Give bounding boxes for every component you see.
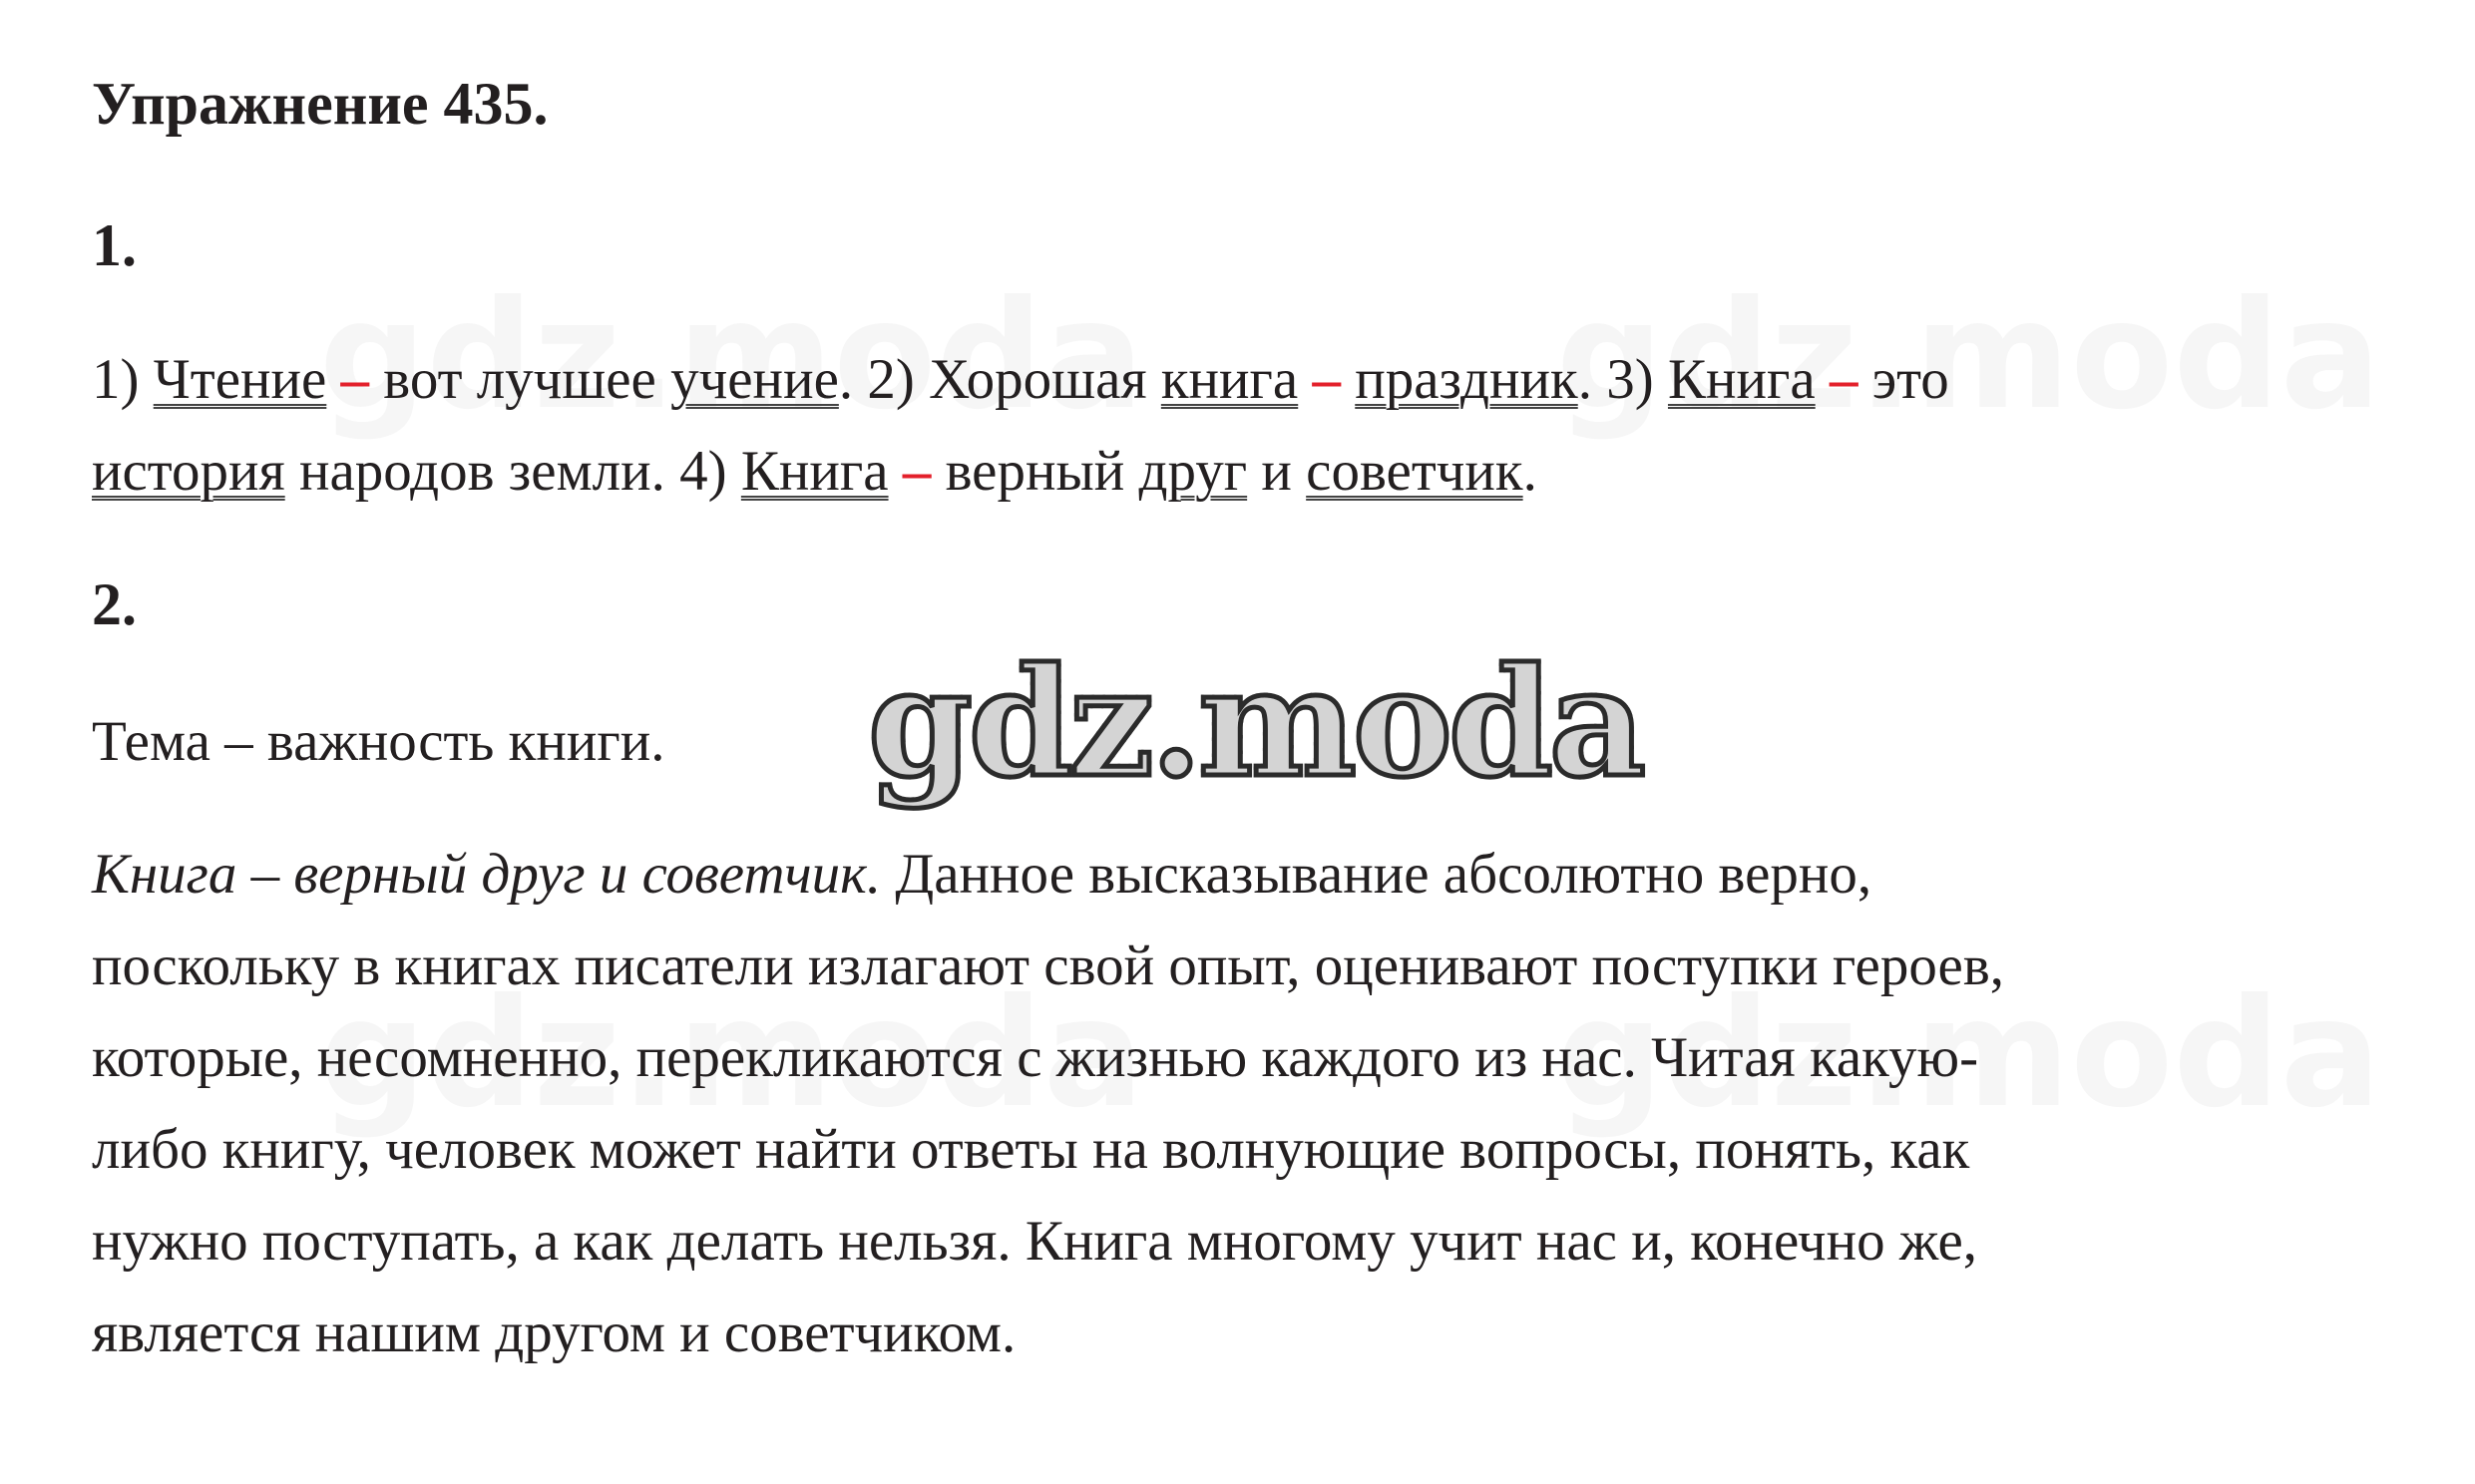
subject-word: Книга xyxy=(1667,348,1816,411)
text-fragment: это xyxy=(1871,348,1949,411)
theme-line: Тема – важность книги. xyxy=(92,710,665,773)
dash-mark: – xyxy=(326,348,384,411)
sentence-line-1 xyxy=(92,348,1949,411)
subject-word: книга xyxy=(1160,348,1299,411)
predicate-word: советчик xyxy=(1306,440,1523,503)
text-fragment: Данное высказывание абсолютно верно, xyxy=(881,843,1872,906)
predicate-word: праздник xyxy=(1355,348,1578,411)
predicate-word: история xyxy=(92,440,285,503)
text-fragment: верный xyxy=(945,440,1139,503)
text-fragment: . xyxy=(1522,440,1537,503)
subject-word: Чтение xyxy=(153,348,327,411)
paragraph-line: которые, несомненно, перекликаются с жизнью каждого из нас. Читая какую- xyxy=(92,1026,1979,1089)
page-title: Упражнение 435. xyxy=(92,71,549,137)
text-fragment: . 2) Хорошая xyxy=(838,348,1161,411)
gdz-moda-logo: gdz.moda xyxy=(868,635,1643,811)
paragraph-line: является нашим другом и советчиком. xyxy=(92,1301,1017,1364)
dash-mark: – xyxy=(1815,348,1872,411)
text-fragment: 1) xyxy=(92,348,154,411)
text-fragment: и xyxy=(1247,440,1307,503)
text-fragment: . 3) xyxy=(1577,348,1668,411)
predicate-word: учение xyxy=(670,348,839,411)
text-fragment: народов земли. 4) xyxy=(284,440,741,503)
quote-italic: Книга – верный друг и советчик. xyxy=(92,843,882,906)
paragraph-line: поскольку в книгах писатели излагают свой опыт, оценивают поступки героев, xyxy=(92,934,2004,997)
paragraph-line: либо книгу, человек может найти ответы на волнующие вопросы, понять, как xyxy=(92,1118,1970,1181)
paragraph-line xyxy=(92,843,1872,906)
subject-word: Книга xyxy=(740,440,889,503)
predicate-word: друг xyxy=(1138,440,1248,503)
dash-mark: – xyxy=(888,440,946,503)
text-fragment: вот лучшее xyxy=(383,348,671,411)
section-number-2: 2. xyxy=(92,571,137,637)
sentence-line-2 xyxy=(92,440,1537,503)
section-number-1: 1. xyxy=(92,212,137,278)
dash-mark: – xyxy=(1298,348,1356,411)
paragraph-line: нужно поступать, а как делать нельзя. Книга многому учит нас и, конечно же, xyxy=(92,1210,1978,1273)
